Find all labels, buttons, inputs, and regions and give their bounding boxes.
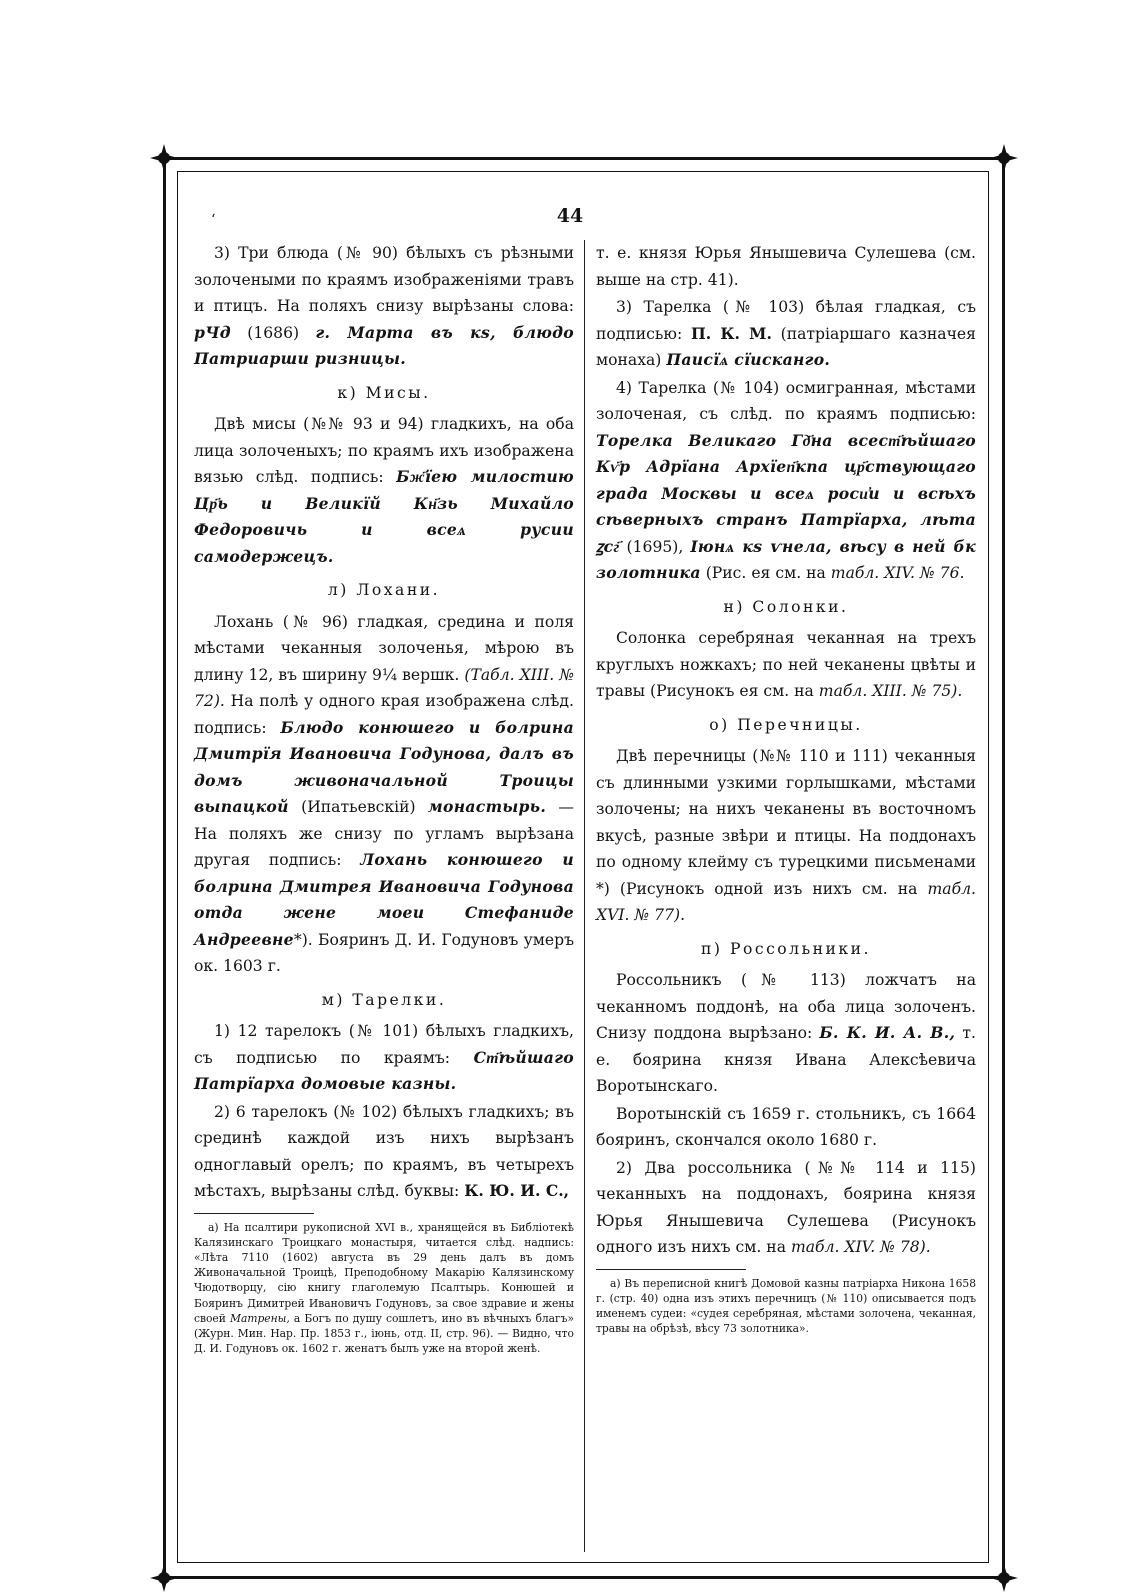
paragraph-tarelka-104: 4) Тарелка (№ 104) осмигранная, мѣстами золоченая, съ слѣд. по краямъ подписью: Торелка Великаго Гд҃на всест҃ѣйшаго Кѵ҃р Адрїана Архїеп҃кпа цр҃ствующаго града Москвы и всеѧ роси҆и и всѣхъ сѣверныхъ странъ Патрїарха, лѣта ꙁсг҃ (1695), Іюнѧ кѕ ѵнела, вѣсу в ней бк золотника (Рис. ея см. на табл. XIV. № 76. — [596, 378, 976, 582]
footnote-rule — [596, 1269, 746, 1270]
left-column — [194, 240, 574, 1356]
paragraph-rossolnik-2: Воротынскій съ 1659 г. стольникъ, съ 1664 бояринъ, скончался около 1680 г. — [596, 1104, 976, 1149]
corner-ornament-icon — [149, 1563, 179, 1593]
footnote-left: а) На псалтири рукописной XVI в., хранящейся въ Библіотекѣ Калязинскаго Троицкаго монастыря, читается слѣд. надпись: «Лѣта 7110 (1602) августа въ 29 день далъ въ домъ Живоначальной Троицѣ, Преподобному Макарію Калязинскому Чюдотворцу, сію книгу глаголемую Псалтырь. Конюшей и Бояринъ Димитрей Ивановичъ Годуновъ, за свое здравие и жены своей Матрены, а Богъ по душу сошлетъ, ино въ вѣчныхъ благъ» (Журн. Мин. Нар. Пр. 1853 г., іюнь, отд. II, стр. 96). — Видно, что Д. И. Годуновъ ок. 1602 г. женатъ былъ уже на второй женѣ. — [194, 1220, 574, 1356]
heading-tarelki: м) Тарелки. — [321, 990, 447, 1009]
column-divider — [584, 240, 585, 1552]
paragraph-tarelki-2: 2) 6 тарелокъ (№ 102) бѣлыхъ гладкихъ; въ срединѣ каждой изъ нихъ вырѣзанъ одноглавый орелъ; по краямъ, въ четырехъ мѣстахъ, вырѣзаны слѣд. буквы: К. Ю. И. С., — [194, 1102, 574, 1200]
right-column — [596, 240, 976, 1336]
paragraph-rossolnik-3: 2) Два россольника (№№ 114 и 115) чеканныхъ на поддонахъ, боярина князя Юрья Янышевича Сулешева (Рисунокъ одного изъ нихъ см. на табл. XIV. № 78). — [596, 1158, 976, 1256]
footnote-rule — [194, 1213, 314, 1214]
corner-ornament-icon — [989, 143, 1019, 173]
paragraph-solonki: Солонка серебряная чеканная на трехъ круглыхъ ножкахъ; по ней чеканены цвѣты и травы (Рисунокъ ея см. на табл. XIII. № 75). — [596, 629, 976, 700]
heading-rossolniki: п) Россольники. — [701, 939, 871, 958]
paragraph-lohan: Лохань (№ 96) гладкая, средина и поля мѣстами чеканныя золоченья, мѣрою въ длину 12, въ ширину 9¼ вершк. (Табл. XIII. № 72). На полѣ у одного края изображена слѣд. подпись: Блюдо конюшего и болрина Дмитрїя Ивановича Годунова, далъ въ домъ живоначальной Троицы выпацкой (Ипатьевскій) монастырь. — На поляхъ же снизу по угламъ вырѣзана другая подпись: Лохань конюшего и болрина Дмитрея Ивановича Годунова отда жене моеи Стефаниде Андреевне*). Бояринъ Д. И. Годуновъ умеръ ок. 1603 г. — [194, 612, 574, 975]
footnote-right: а) Въ переписной книгѣ Домовой казны патріарха Никона 1658 г. (стр. 40) одна изъ этихъ перечницъ (№ 110) описывается подъ именемъ судеи: «судея серебряная, мѣстами золочена, чеканная, травы на обрѣзѣ, вѣсу 73 золотника». — [596, 1276, 976, 1336]
corner-ornament-icon — [989, 1563, 1019, 1593]
paragraph-tarelka-103: 3) Тарелка (№ 103) бѣлая гладкая, съ подписью: П. К. М. (патріаршаго казначея монаха) Паисїѧ сїисканго. — [596, 298, 976, 369]
paragraph-rossolnik-1: Россольникъ (№ 113) ложчатъ на чеканномъ поддонѣ, на оба лица золоченъ. Снизу поддона вырѣзано: Б. К. И. А. В., т. е. боярина князя Ивана Алексѣевича Воротынскаго. — [596, 971, 976, 1095]
paragraph-misy: Двѣ мисы (№№ 93 и 94) гладкихъ, на оба лица золоченыхъ; по краямъ ихъ изображена вязью слѣд. подпись: Бж҃їею милостию Цр҃ь и Великїй Кн҃зь Михайло Федоровичь и всеѧ русии самодержецъ. — [194, 415, 574, 566]
paragraph-blyuda: 3) Три блюда (№ 90) бѣлыхъ съ рѣзными золочеными по краямъ изображеніями травъ и птицъ. На поляхъ снизу вырѣзаны слова: рЧд (1686) г. Марта въ кѕ, блюдо Патриарши ризницы. — [194, 244, 574, 368]
heading-solonki: н) Солонки. — [723, 597, 849, 616]
paragraph-perechnicy: Двѣ перечницы (№№ 110 и 111) чеканныя съ длинными узкими горлышками, мѣстами золочены; на нихъ чеканены въ восточномъ вкусѣ, разные звѣри и птицы. На поддонахъ по одному клейму съ турецкими письменами *) (Рисунокъ одной изъ нихъ см. на табл. XVI. № 77). — [596, 747, 976, 924]
paragraph-tarelki-1: 1) 12 тарелокъ (№ 101) бѣлыхъ гладкихъ, съ подписью по краямъ: Ст҃ѣйшаго Патрїарха домовые казны. — [194, 1022, 574, 1093]
page-number: 44 — [556, 205, 584, 227]
heading-misy: к) Мисы. — [337, 383, 431, 402]
heading-lohani: л) Лохани. — [327, 581, 441, 599]
heading-perechnicy: о) Перечницы. — [709, 715, 863, 734]
paragraph-continuation: т. е. князя Юрья Янышевича Сулешева (см. выше на стр. 41). — [596, 244, 976, 289]
margin-mark: ‘ — [211, 212, 216, 228]
corner-ornament-icon — [149, 143, 179, 173]
